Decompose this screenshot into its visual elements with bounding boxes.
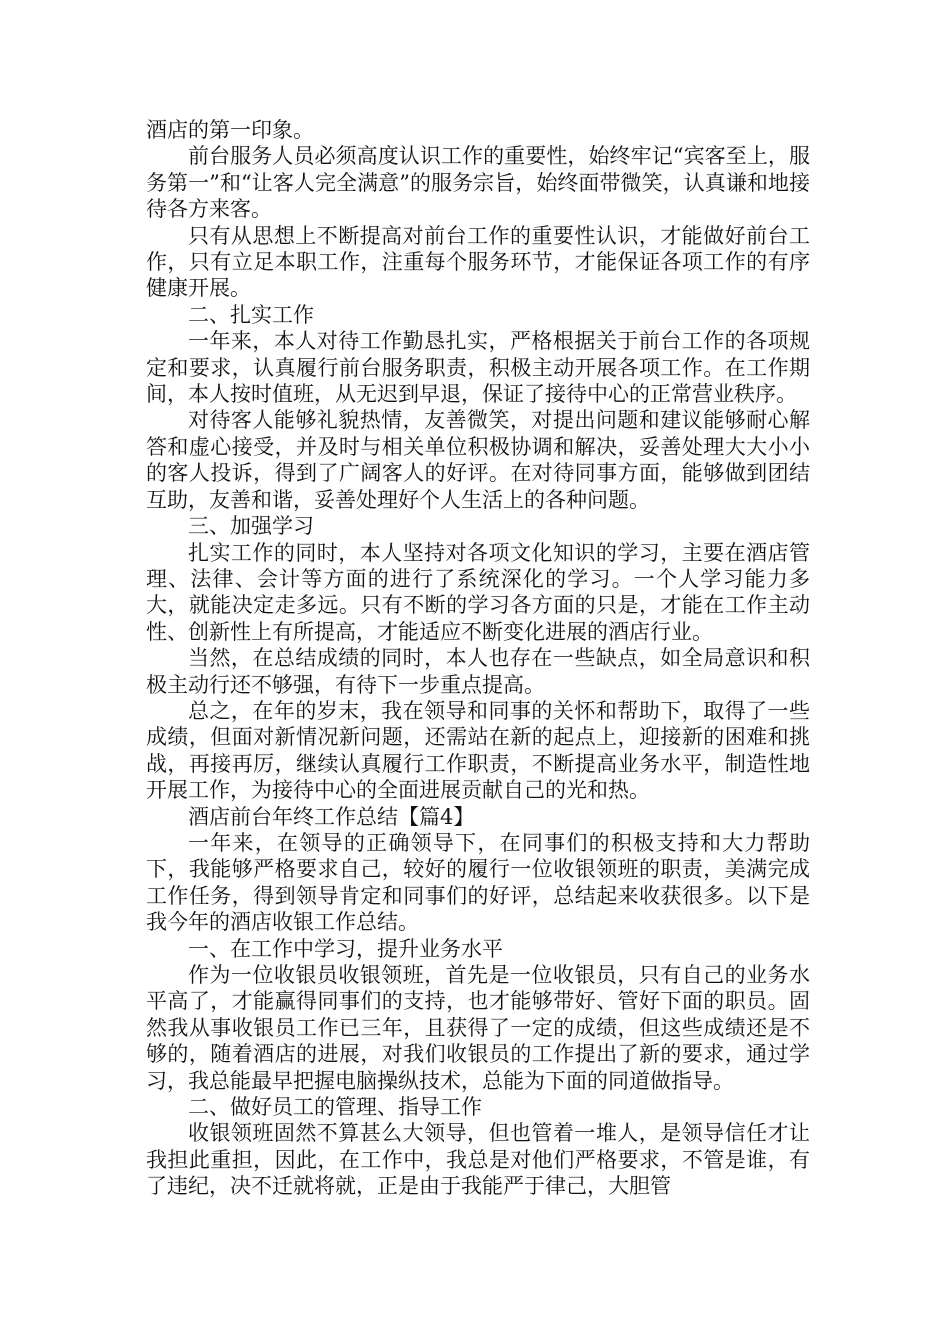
section-heading: 二、扎实工作 <box>188 302 314 327</box>
document-page <box>146 117 810 1200</box>
paragraph: 一年来，在领导的正确领导下，在同事们的积极支持和大力帮助下，我能够严格要求自己，较好的履行一位收银领班的职责，美满完成工作任务，得到领导肯定和同事们的好评，总结起来收获很多。以下是我今年的酒店收银工作总结。 <box>146 830 810 935</box>
paragraph: 总之，在年的岁末，我在领导和同事的关怀和帮助下，取得了一些成绩，但面对新情况新问题，还需站在新的起点上，迎接新的困难和挑战，再接再厉，继续认真履行工作职责，不断提高业务水平，制造性地开展工作，为接待中心的全面进展贡献自己的光和热。 <box>146 698 810 803</box>
article-title: 酒店前台年终工作总结【篇4】 <box>188 804 475 829</box>
section-heading: 三、加强学习 <box>188 514 314 539</box>
paragraph: 作为一位收银员收银领班，首先是一位收银员，只有自己的业务水平高了，才能赢得同事们的支持，也才能够带好、管好下面的职员。固然我从事收银员工作已三年，且获得了一定的成绩，但这些成绩还是不够的，随着酒店的进展，对我们收银员的工作提出了新的要求，通过学习，我总能最早把握电脑操纵技术，总能为下面的同道做指导。 <box>146 963 810 1093</box>
paragraph: 收银领班固然不算甚么大领导，但也管着一堆人，是领导信任才让我担此重担，因此，在工作中，我总是对他们严格要求，不管是谁，有了违纪，决不迁就将就，正是由于我能严于律己，大胆管 <box>146 1121 810 1199</box>
paragraph: 前台服务人员必须高度认识工作的重要性，始终牢记“宾客至上，服务第一”和“让客人完全满意”的服务宗旨，始终面带微笑，认真谦和地接待各方来客。 <box>146 144 810 222</box>
section-heading: 二、做好员工的管理、指导工作 <box>188 1095 482 1120</box>
paragraph: 当然，在总结成绩的同时，本人也存在一些缺点，如全局意识和积极主动行还不够强，有待下一步重点提高。 <box>146 646 810 697</box>
paragraph: 扎实工作的同时，本人坚持对各项文化知识的学习，主要在酒店管理、法律、会计等方面的进行了系统深化的学习。一个人学习能力多大，就能决定走多远。只有不断的学习各方面的只是，才能在工作主动性、创新性上有所提高，才能适应不断变化进展的酒店行业。 <box>146 540 810 644</box>
paragraph: 一年来，本人对待工作勤恳扎实，严格根据关于前台工作的各项规定和要求，认真履行前台服务职责，积极主动开展各项工作。在工作期间，本人按时值班，从无迟到早退，保证了接待中心的正常营业秩序。 <box>146 329 810 407</box>
section-heading: 一、在工作中学习，提升业务水平 <box>188 936 503 961</box>
paragraph-continued: 酒店的第一印象。 <box>146 118 314 142</box>
paragraph: 对待客人能够礼貌热情，友善微笑，对提出问题和建议能够耐心解答和虚心接受，并及时与相关单位积极协调和解决，妥善处理大大小小的客人投诉，得到了广阔客人的好评。在对待同事方面，能够做到团结互助，友善和谐，妥善处理好个人生活上的各种问题。 <box>146 408 810 512</box>
paragraph: 只有从思想上不断提高对前台工作的重要性认识，才能做好前台工作，只有立足本职工作，注重每个服务环节，才能保证各项工作的有序健康开展。 <box>146 223 810 301</box>
